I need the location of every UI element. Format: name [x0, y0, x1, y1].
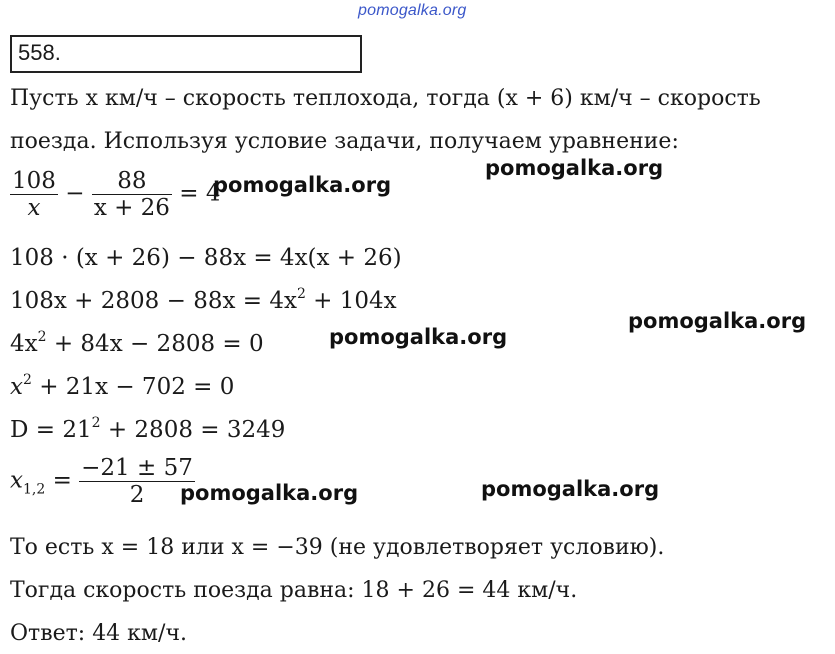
- step-2: [10, 288, 397, 314]
- step-2-part-b: + 104x: [305, 288, 397, 314]
- answer-line: Ответ: 44 км/ч.: [10, 621, 187, 646]
- roots-subscript: 1,2: [22, 481, 46, 498]
- equation-rhs: = 4: [179, 180, 221, 207]
- step-4-part-b: + 21x − 702 = 0: [31, 374, 235, 400]
- fraction-88-over-x-plus-26: [92, 168, 172, 221]
- site-watermark-top[interactable]: pomogalka.org: [358, 2, 467, 19]
- fraction-108-over-x: [10, 168, 58, 221]
- roots-variable: x: [10, 467, 23, 494]
- minus-sign: −: [65, 180, 85, 207]
- watermark-5: pomogalka.org: [481, 477, 660, 501]
- step-5-discriminant: [10, 417, 285, 443]
- roots-equals: =: [52, 467, 72, 494]
- conclusion-line-1: То есть x = 18 или x = −39 (не удовлетворяет условию).: [10, 535, 665, 560]
- equation-1: [10, 168, 220, 221]
- step-1: 108 · (x + 26) − 88x = 4x(x + 26): [10, 245, 402, 271]
- watermark-4: pomogalka.org: [329, 325, 508, 349]
- step-3: [10, 331, 264, 357]
- step-3-part-b: + 84x − 2808 = 0: [46, 331, 264, 357]
- roots-formula: [10, 455, 195, 508]
- conclusion-line-2: Тогда скорость поезда равна: 18 + 26 = 44 км/ч.: [10, 578, 578, 603]
- problem-number-box: [10, 35, 362, 73]
- intro-line-1: Пусть x км/ч – скорость теплохода, тогда (x + 6) км/ч – скорость: [10, 86, 761, 111]
- exponent: 2: [296, 286, 306, 302]
- intro-line-2: поезда. Используя условие задачи, получаем уравнение:: [10, 129, 679, 154]
- step-3-part-a: 4x: [10, 331, 38, 357]
- fraction-numerator: 88: [92, 168, 172, 195]
- exponent: 2: [37, 329, 47, 345]
- watermark-1: pomogalka.org: [485, 156, 664, 180]
- step-4-part-a: x: [10, 374, 23, 400]
- problem-number: 558.: [18, 40, 61, 65]
- fraction-numerator: 108: [12, 168, 56, 194]
- fraction-denominator: x: [27, 195, 41, 221]
- exponent: 2: [22, 372, 32, 388]
- step-5-part-a: D = 21: [10, 417, 92, 443]
- roots-fraction: [79, 455, 195, 508]
- watermark-2: pomogalka.org: [213, 173, 392, 197]
- fraction-numerator: −21 ± 57: [81, 455, 193, 481]
- step-4: [10, 374, 234, 400]
- fraction-denominator: x + 26: [93, 195, 170, 221]
- exponent: 2: [91, 415, 101, 431]
- fraction-denominator: 2: [129, 482, 145, 508]
- step-2-part-a: 108x + 2808 − 88x = 4x: [10, 288, 297, 314]
- watermark-6: pomogalka.org: [180, 481, 359, 505]
- step-5-part-b: + 2808 = 3249: [100, 417, 286, 443]
- watermark-3: pomogalka.org: [628, 309, 807, 333]
